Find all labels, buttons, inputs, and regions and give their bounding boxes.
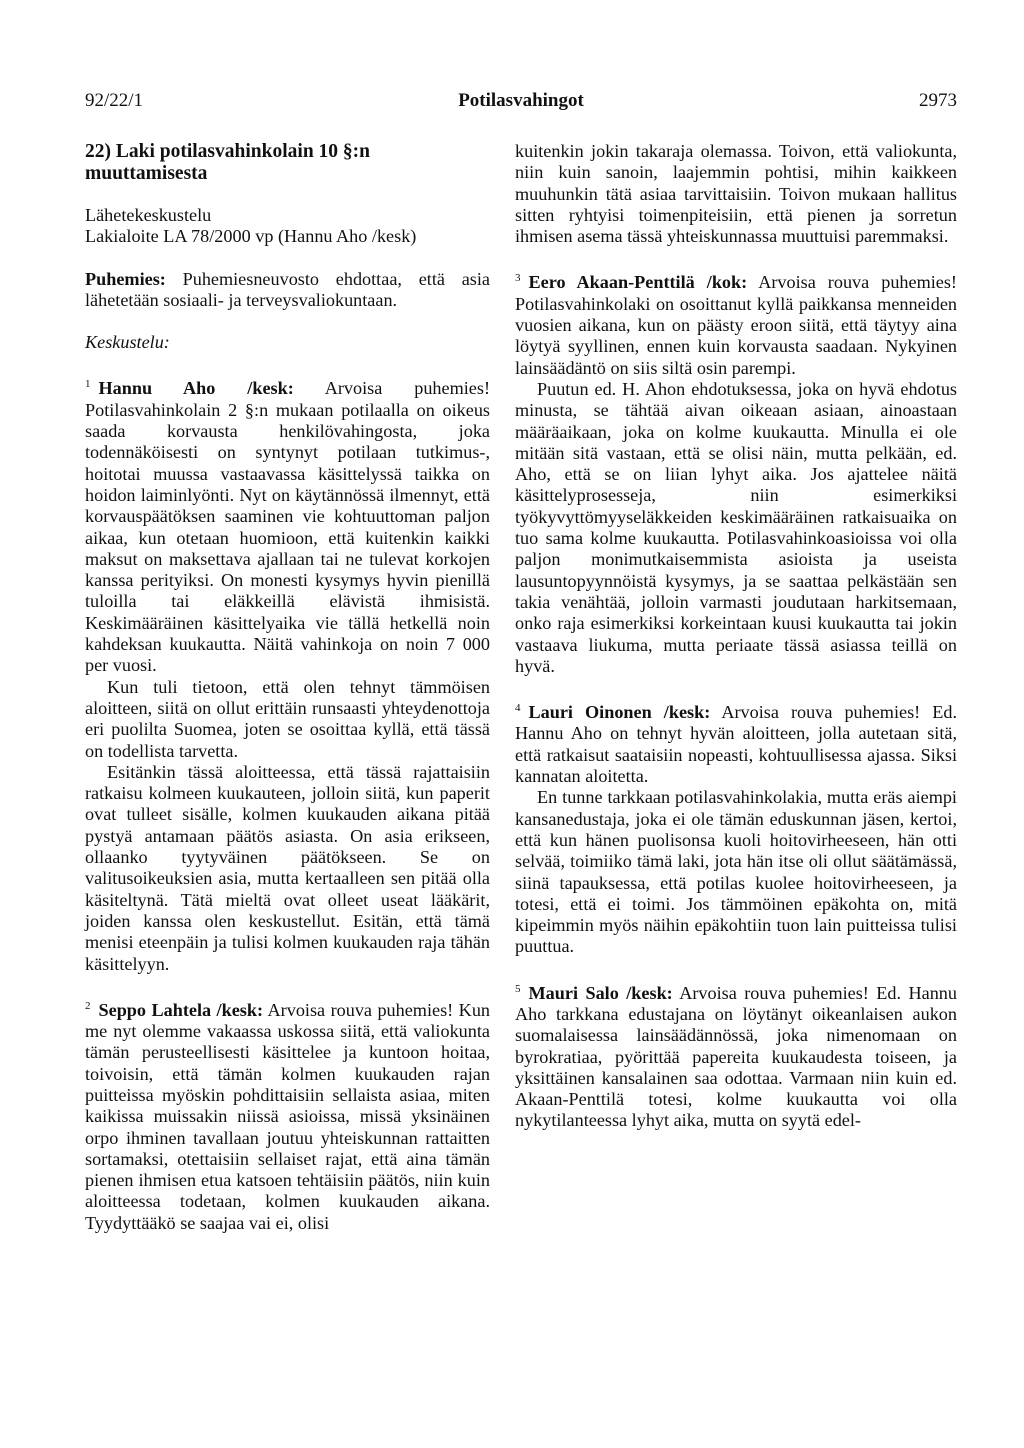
chair-label: Puhemies: (85, 268, 166, 289)
page-number: 2973 (919, 90, 957, 111)
discussion-heading: Keskustelu: (85, 332, 170, 353)
speech-text: Arvoisa rouva puhemies! Ed. Hannu Aho on tehnyt hyvän aloitteen, jolla autetaan sitä, että ratkaisut saataisiin nopeasti, kohtuullisessa ajassa. Siksi kannatan aloitetta. (515, 702, 958, 787)
left-column (85, 141, 490, 1234)
speech-text: Arvoisa puhemies! Potilasvahinkolain 2 §:n mukaan potilaalla on oikeus saada korvausta henkilövahingosta, joka todennäköisesti on syntynyt potilaan tutkimus-, hoitotai muussa vastaavassa käsittelyssä taikka on hoidon laiminlyönti. Nyt on käytännössä ilmennyt, että korvauspäätöksen saaminen vie kohtuuttoman paljon aikaa, kun otetaan huomioon, että kuitenkin kaikki maksut on maksettava ajallaan tai ne tulevat korkojen kanssa perityiksi. On monesti kysymys hyvin pienillä tuloilla tai eläkkeillä elävistä ihmisistä. Keskimääräinen käsittelyaika vie tällä hetkellä noin kahdeksan kuukautta. Näitä vahinkoja on noin 7 000 per vuosi. (85, 378, 491, 676)
speech-1 (85, 374, 490, 676)
document-reference: 92/22/1 (85, 90, 144, 111)
chair-text: Puhemiesneuvosto ehdottaa, että asia lähetetään sosiaali- ja terveysvaliokuntaan. (85, 268, 491, 310)
section-title: 22) Laki potilasvahinkolain 10 §:n muuttamisesta (85, 141, 370, 184)
speech-2-continued: kuitenkin jokin takaraja olemassa. Toivon, että valiokunta, niin kuin sanoin, laajemmin pohtisi, mihin kaikkeen muuhunkin tätä asiaa tarvittaisiin. Toivon mukaan hallitus sitten ryhtyisi toimenpiteisiin, että pienen ja sorretun ihmisen asema tässä yhteiskunnassa muuttuisi paremmaksi. (515, 141, 957, 247)
speech-text: Arvoisa rouva puhemies! Kun me nyt olemme vakaassa uskossa siitä, että valiokunta tämän perusteellisesti käsittelee ja kuntoon hoitaa, toivoisin, että tämän kolmen kuukauden rajan puitteissa myöskin pohdittaisiin sellaista asiaa, miten kaikissa muissakin niissä asioissa, missä yksinäinen orpo ihminen tavallaan joutuu yhteiskunnan rattaitten sortamaksi, otettaisiin sellaiset rajat, että aina tämän pienen ihmisen etua katsoen tehtäisiin päätös, niin kuin aloitteessa todetaan, kolmen kuukauden aikana. Tyydyttääkö se saajaa vai ei, olisi (85, 999, 491, 1233)
speaker-name: Seppo Lahtela /kesk: (98, 999, 264, 1020)
speech-text: Arvoisa rouva puhemies! Potilasvahinkolaki on osoittanut kyllä paikkansa menneiden vuosien aikana, kun on päästy eroon siitä, että täytyy aina löytyä syyllinen, ennen kuin korvausta saadaan. Nykyinen lainsäädäntö on siis siltä osin parempi. (515, 272, 957, 378)
speech-paragraph: Kun tuli tietoon, että olen tehnyt tämmöisen aloitteen, siitä on ollut erittäin runsaasti yhteydenottoja eri puolilta Suomea, joten se osoittaa kyllä, että tässä on todellista tarvetta. (85, 676, 490, 761)
speech-number: 1 (85, 378, 91, 391)
initiative-reference: Lakialoite LA 78/2000 vp (Hannu Aho /kesk) (85, 226, 417, 247)
speech-number: 5 (515, 982, 521, 995)
speech-number: 4 (515, 702, 521, 715)
speech-paragraph: En tunne tarkkaan potilasvahinkolakia, mutta eräs aiempi kansanedustaja, joka ei ole tämän eduskunnan jäsen, kertoi, että kun hänen puolisonsa kuoli hoitovirheeseen, hän otti selvää, toimiiko tämä laki, jota hän itse oli ollut säätämässä, siinä tapauksessa, että potilas kuolee hoitovirheeseen, ja totesi, että ei toimi. Jos tämmöinen epäkohta on, mitä kipeimmin myös näihin epäkohtiin tuon lain puitteissa tulisi puuttua. (515, 787, 957, 957)
page-header (85, 90, 957, 120)
speech-text: Arvoisa rouva puhemies! Ed. Hannu Aho tarkkana edustajana on löytänyt oikeanlaisen aukon suomalaisessa lainsäädännössä, joka nimenomaan on byrokratiaa, pyörittää papereita kuukaudesta toiseen, ja yksittäinen kansalainen saa odottaa. Varmaan niin kuin ed. Akaan-Penttilä totesi, kolme kuukautta voi olla nykytilanteessa lyhyt aika, mutta on syytä edel- (515, 982, 957, 1131)
speaker-name: Hannu Aho /kesk: (98, 378, 294, 399)
speech-number: 3 (515, 272, 521, 285)
speech-5 (515, 979, 957, 1132)
speech-3 (515, 268, 957, 378)
speech-2 (85, 996, 490, 1234)
right-column (515, 141, 957, 1132)
chair-statement (85, 269, 490, 312)
speaker-name: Lauri Oinonen /kesk: (528, 702, 711, 723)
speech-paragraph: Puutun ed. H. Ahon ehdotuksessa, joka on hyvä ehdotus minusta, se tähtää aivan oikeaan asiaan, ainoastaan määräaikaan, joka on kolme kuukautta. Minulla ei ole mitään sitä vastaan, että se olisi näin, mutta pelkään, ed. Aho, että se on liian lyhyt aika. Jos ajattelee näitä käsittelyprosesseja, niin esimerkiksi työkyvyttömyyseläkkeiden keskimääräinen ratkaisuaika on tuo sama kolme kuukautta. Potilasvahinkoasioissa voi olla paljon monimutkaisemmista asioista ja useista lausuntopyynnöistä kysymys, ja se saattaa pelkästään sen takia venähtää, jolloin varmasti joudutaan harkitsemaan, onko raja esimerkiksi korkeintaan kuusi kuukautta tai jokin vastaava liukuma, mutta periaate tässä asiassa teillä on hyvä. (515, 378, 957, 676)
debate-type: Lähetekeskustelu (85, 205, 212, 225)
speaker-name: Mauri Salo /kesk: (528, 982, 673, 1003)
speaker-name: Eero Akaan-Penttilä /kok: (528, 272, 748, 293)
running-title: Potilasvahingot (458, 90, 584, 111)
speech-paragraph: Esitänkin tässä aloitteessa, että tässä rajattaisiin ratkaisu kolmeen kuukauteen, jolloin siitä, kun paperit ovat tulleet sisälle, kolmen kuukauden aikana pitää pystyä antamaan päätös asiasta. On asia erikseen, ollaanko tyytyväinen päätökseen. Se on valitusoikeuksien asia, mutta kertaalleen sen pitää olla käsiteltynä. Tätä mieltä ovat olleet useat lääkärit, joiden kanssa olen keskustellut. Esitän, että tämä menisi eteenpäin ja tulisi kolmen kuukauden raja tähän käsittelyyn. (85, 761, 490, 974)
speech-4 (515, 698, 957, 787)
speech-number: 2 (85, 999, 91, 1012)
